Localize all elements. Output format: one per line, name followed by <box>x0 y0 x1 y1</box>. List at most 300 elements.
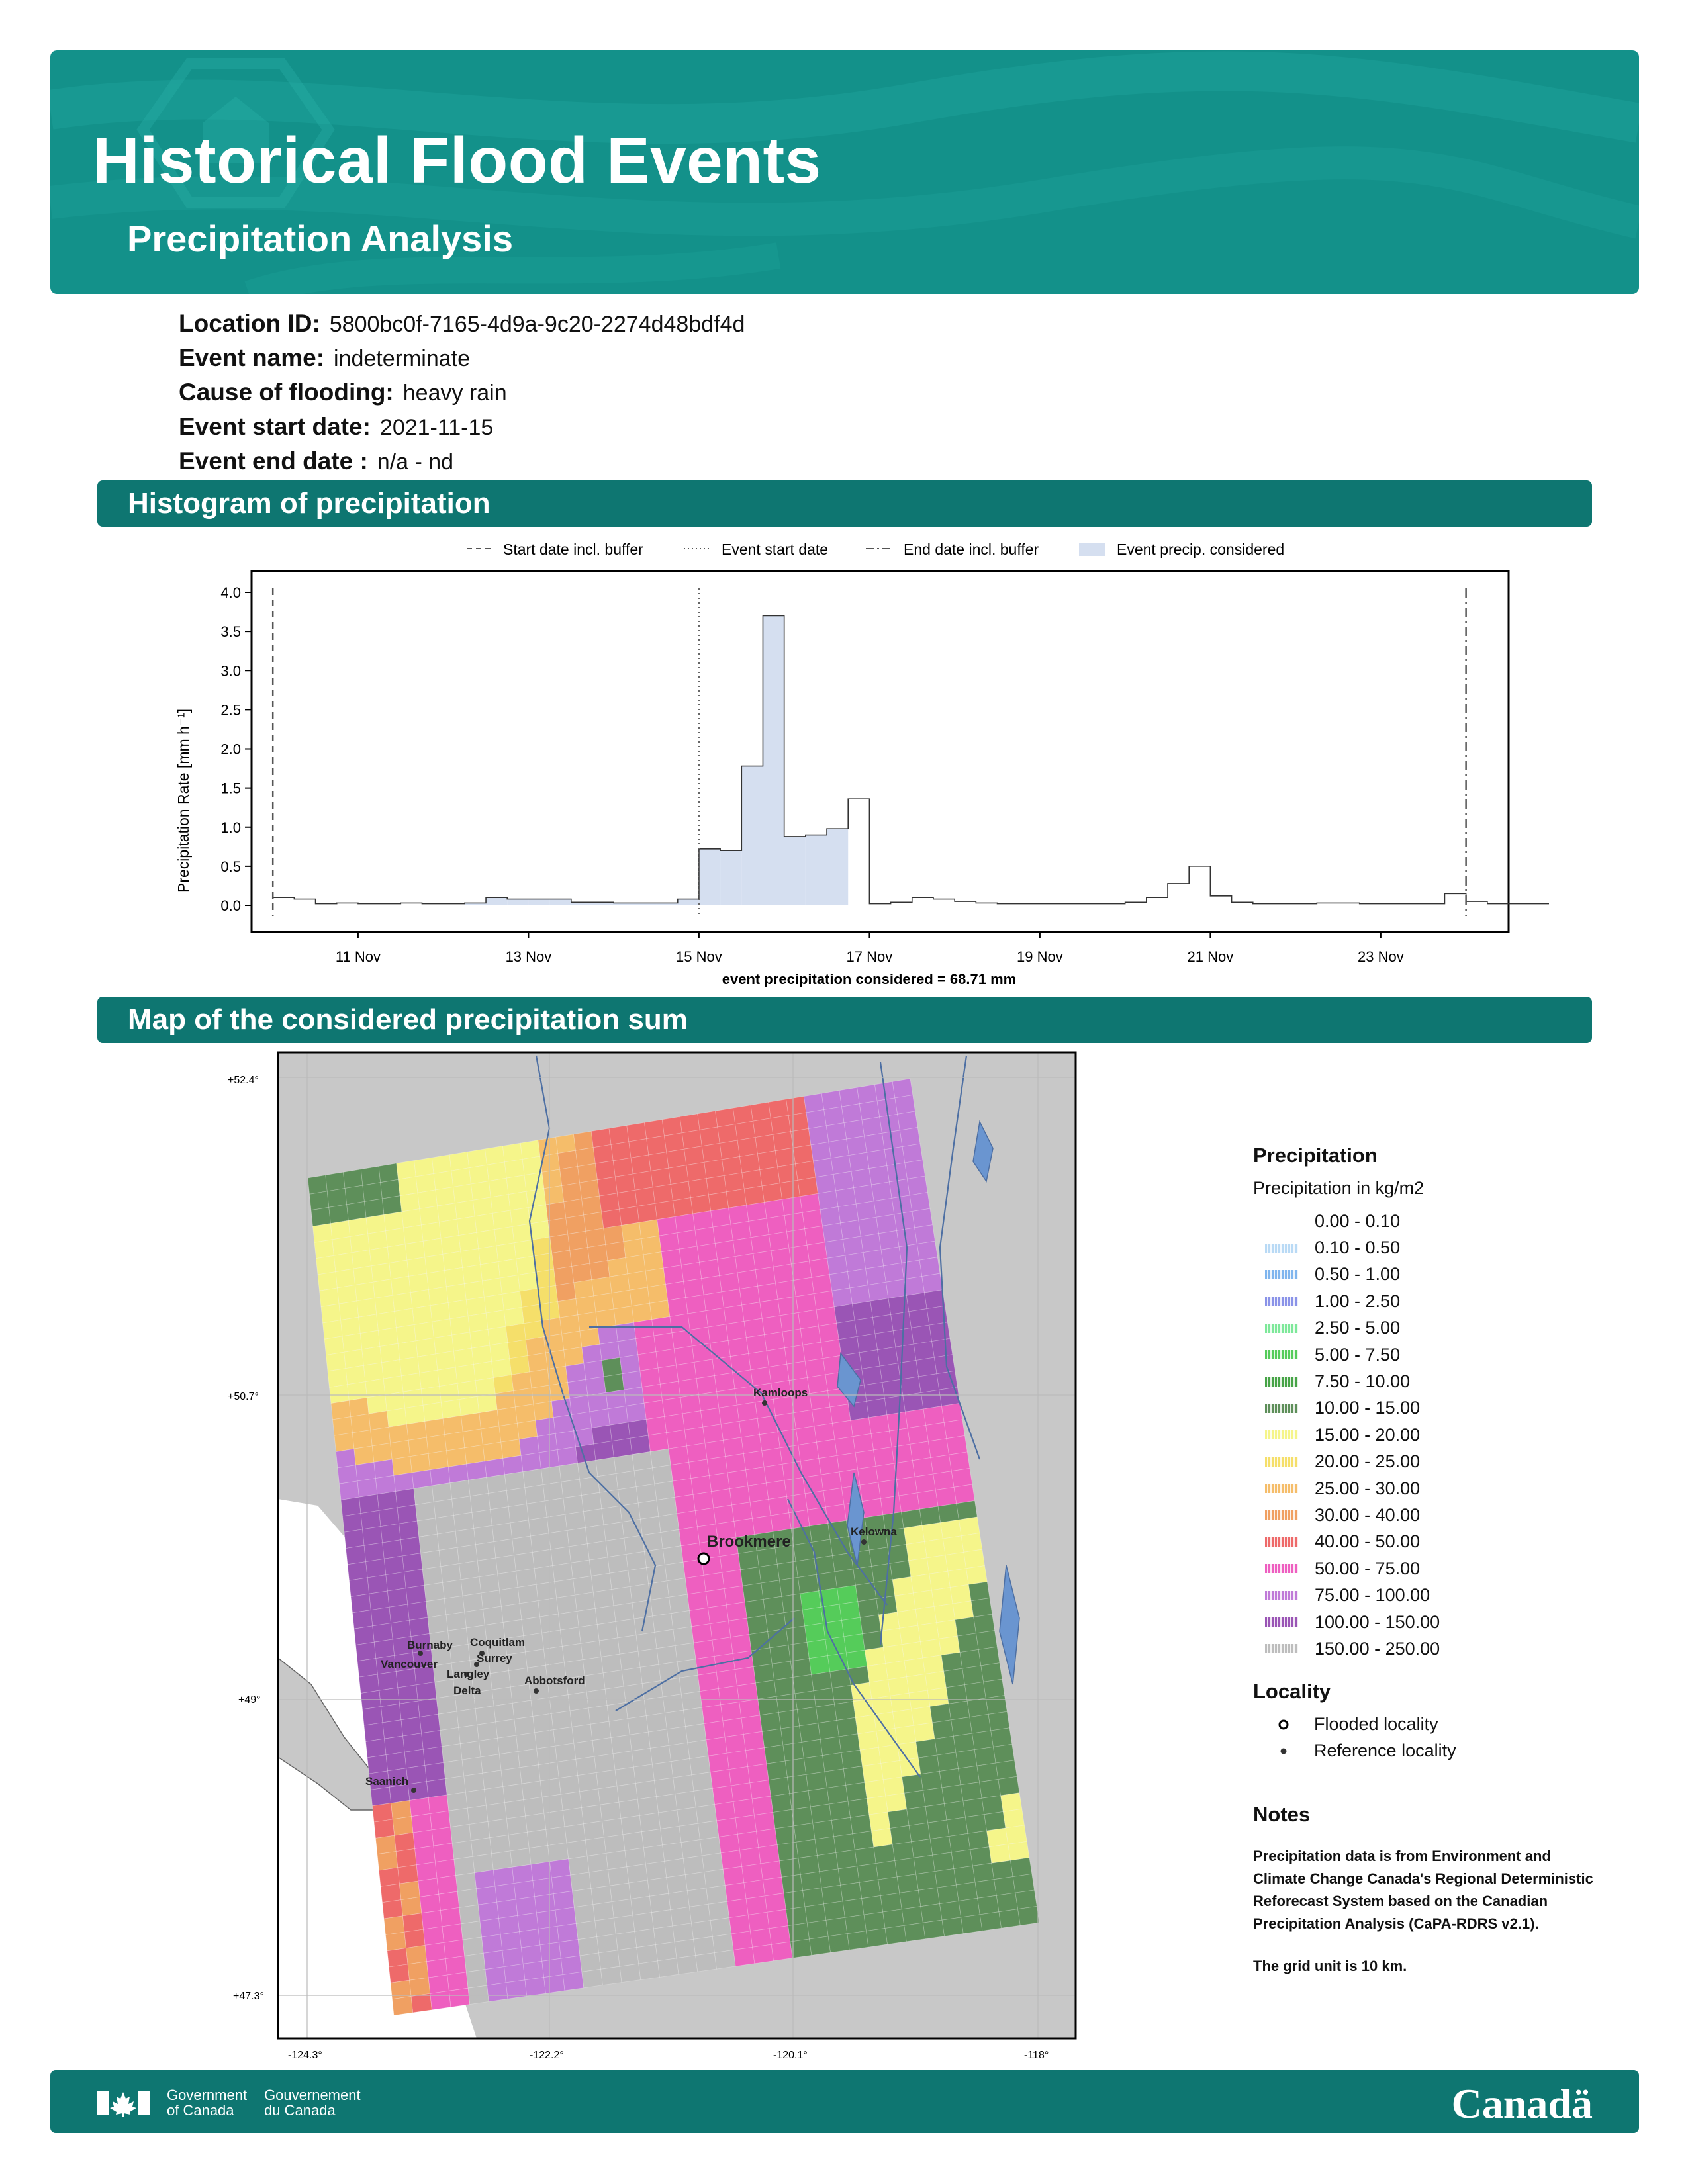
grid-cell <box>557 1595 577 1614</box>
grid-cell <box>688 1740 708 1759</box>
grid-cell <box>729 1618 749 1637</box>
grid-cell <box>484 1294 504 1313</box>
grid-cell <box>724 1305 745 1324</box>
grid-cell <box>465 1281 485 1300</box>
grid-cell <box>582 1344 602 1363</box>
grid-cell <box>461 1921 482 1940</box>
legend-bin <box>1253 1208 1611 1234</box>
grid-cell <box>835 1702 856 1721</box>
grid-cell <box>355 1282 375 1301</box>
grid-cell <box>506 1324 526 1343</box>
grid-cell <box>430 1467 450 1486</box>
grid-cell <box>880 1893 902 1912</box>
grid-cell <box>818 1191 839 1210</box>
grid-cell <box>1013 1874 1034 1893</box>
grid-cell <box>469 1477 489 1496</box>
legend-bin <box>1253 1288 1611 1314</box>
grid-cell <box>530 1221 550 1240</box>
grid-cell <box>440 1907 461 1927</box>
grid-cell <box>486 1310 506 1330</box>
grid-cell <box>406 1766 427 1785</box>
grid-cell <box>884 1263 904 1282</box>
grid-cell <box>367 1755 388 1774</box>
grid-cell <box>854 1185 874 1204</box>
grid-cell <box>595 1918 616 1937</box>
grid-cell <box>894 1461 915 1480</box>
grid-cell <box>725 1883 746 1902</box>
grid-cell <box>841 1882 862 1901</box>
grid-cell <box>946 1685 967 1704</box>
grid-cell <box>333 1417 353 1436</box>
grid-cell <box>775 1148 795 1167</box>
grid-cell <box>525 1978 545 1997</box>
grid-cell <box>557 1759 578 1778</box>
grid-cell <box>805 1226 825 1245</box>
grid-cell <box>927 1688 949 1707</box>
grid-cell <box>403 1913 424 1933</box>
grid-cell <box>377 1492 397 1511</box>
grid-cell <box>690 1195 710 1214</box>
grid-cell <box>466 1790 487 1809</box>
grid-cell <box>825 1769 846 1788</box>
grid-cell <box>471 1181 491 1201</box>
grid-cell <box>344 1529 364 1549</box>
grid-cell <box>595 1161 615 1180</box>
grid-cell <box>496 1555 516 1574</box>
grid-cell <box>718 1124 737 1144</box>
grid-cell <box>695 1508 716 1527</box>
grid-cell <box>782 1329 803 1348</box>
grid-cell <box>576 1296 596 1315</box>
grid-cell <box>849 1666 870 1686</box>
grid-cell <box>646 1713 667 1732</box>
grid-cell <box>391 1980 411 1999</box>
grid-cell <box>902 1642 923 1661</box>
grid-cell <box>908 1426 928 1445</box>
grid-cell <box>537 1746 557 1765</box>
grid-cell <box>627 1122 647 1142</box>
grid-cell <box>565 1512 586 1531</box>
grid-cell <box>375 1295 395 1314</box>
grid-cell <box>450 1316 470 1335</box>
grid-cell <box>686 1724 706 1743</box>
grid-cell <box>556 1283 576 1302</box>
grid-cell <box>681 1840 702 1859</box>
grid-cell <box>514 1240 534 1259</box>
x-tick-label: 23 Nov <box>1358 948 1404 965</box>
grid-cell <box>711 1208 731 1227</box>
grid-cell <box>656 1349 677 1368</box>
grid-cell <box>918 1755 939 1774</box>
lon-label: -122.2° <box>530 2050 564 2061</box>
grid-cell <box>651 1910 673 1929</box>
grid-cell <box>777 1842 798 1861</box>
plot-frame <box>252 571 1509 932</box>
grid-cell <box>640 1368 661 1387</box>
grid-cell <box>571 1872 591 1891</box>
grid-cell <box>729 1205 749 1224</box>
grid-cell <box>912 1839 933 1858</box>
legend-bin-label: 0.10 - 0.50 <box>1315 1238 1401 1258</box>
grid-cell <box>954 1866 975 1885</box>
grid-cell <box>464 1773 485 1792</box>
grid-cell <box>967 1698 988 1717</box>
x-tick-label: 21 Nov <box>1187 948 1234 965</box>
grid-cell <box>630 1435 651 1455</box>
grid-cell <box>405 1241 425 1260</box>
grid-cell <box>706 1308 726 1327</box>
grid-cell <box>340 1481 359 1500</box>
grid-cell <box>519 1437 539 1456</box>
grid-cell <box>895 1095 915 1115</box>
grid-cell <box>1018 1907 1039 1926</box>
grid-cell <box>706 1886 727 1905</box>
grid-cell <box>729 1915 751 1934</box>
reference-locality-marker <box>534 1688 539 1694</box>
grid-cell <box>934 1604 955 1623</box>
legend-bin-label: 0.50 - 1.00 <box>1315 1264 1401 1285</box>
grid-cell <box>611 1735 632 1754</box>
grid-cell <box>800 1723 821 1743</box>
grid-cell <box>531 1533 551 1553</box>
grid-cell <box>522 1781 542 1800</box>
grid-cell <box>715 1240 735 1259</box>
grid-cell <box>590 1721 611 1741</box>
grid-cell <box>466 1297 486 1316</box>
grid-cell <box>888 1677 910 1696</box>
grid-cell <box>449 1988 469 2007</box>
grid-cell <box>727 1751 747 1770</box>
grid-cell <box>750 1500 771 1519</box>
grid-cell <box>570 1248 590 1267</box>
grid-cell <box>436 1696 457 1715</box>
grid-cell <box>721 1702 741 1721</box>
grid-cell <box>760 1167 780 1186</box>
grid-cell <box>582 1492 602 1512</box>
grid-cell <box>612 1899 633 1919</box>
grid-cell <box>902 1907 923 1926</box>
grid-cell <box>593 1902 614 1921</box>
grid-cell <box>336 1449 356 1468</box>
grid-cell <box>506 1980 526 1999</box>
grid-cell <box>910 1193 930 1212</box>
legend-bin-label: 5.00 - 7.50 <box>1315 1344 1401 1365</box>
grid-cell <box>789 1245 810 1264</box>
grid-cell <box>402 1373 422 1392</box>
grid-cell <box>568 1231 588 1250</box>
grid-cell <box>639 1813 660 1832</box>
grid-cell <box>692 1921 713 1940</box>
grid-cell <box>741 1567 761 1586</box>
grid-cell <box>976 1631 998 1650</box>
grid-cell <box>755 1134 775 1154</box>
grid-cell <box>608 1555 628 1574</box>
grid-cell <box>933 1720 954 1739</box>
grid-cell <box>452 1332 472 1351</box>
grid-cell <box>660 1381 680 1400</box>
grid-cell <box>618 1948 639 1967</box>
grid-cell <box>428 1615 448 1634</box>
grid-cell <box>461 1249 481 1268</box>
grid-cell <box>479 1410 499 1429</box>
grid-cell <box>528 1353 547 1372</box>
grid-cell <box>671 1462 691 1481</box>
grid-cell <box>904 1525 924 1545</box>
grid-cell <box>529 1846 549 1865</box>
grid-cell <box>349 1398 369 1417</box>
grid-cell <box>714 1373 735 1392</box>
grid-cell <box>681 1262 701 1281</box>
grid-cell <box>868 1282 888 1301</box>
grid-cell <box>682 1130 702 1149</box>
grid-cell <box>415 1846 436 1865</box>
grid-cell <box>453 1184 473 1203</box>
grid-cell <box>875 1331 896 1350</box>
grid-cell <box>486 1803 506 1822</box>
grid-cell <box>769 1364 790 1383</box>
grid-cell <box>436 1516 455 1535</box>
grid-cell <box>610 1422 630 1441</box>
grid-cell <box>930 1704 951 1723</box>
grid-cell <box>816 1175 836 1194</box>
grid-cell <box>563 1972 584 1991</box>
grid-cell <box>624 1387 645 1406</box>
grid-cell <box>702 1276 722 1295</box>
gov-en <box>167 2087 247 2118</box>
grid-cell <box>635 1780 656 1799</box>
grid-cell <box>585 1525 606 1544</box>
grid-cell <box>684 1279 704 1298</box>
grid-cell <box>800 1872 821 1891</box>
grid-cell <box>810 1258 830 1277</box>
grid-cell <box>914 1723 935 1742</box>
grid-cell <box>544 1334 564 1353</box>
grid-cell <box>712 1786 733 1805</box>
grid-cell <box>614 1915 635 1934</box>
grid-cell <box>551 1875 572 1894</box>
grid-cell <box>396 1848 416 1868</box>
grid-cell <box>363 1527 383 1546</box>
grid-cell <box>733 1799 755 1818</box>
grid-cell <box>442 1744 462 1763</box>
grid-cell <box>645 1120 665 1139</box>
grid-cell <box>629 1880 650 1899</box>
grid-cell <box>475 1213 494 1232</box>
grid-cell <box>428 1451 448 1470</box>
grid-cell <box>397 1505 417 1524</box>
grid-cell <box>633 1764 654 1784</box>
grid-cell <box>518 1913 538 1932</box>
grid-cell <box>746 1896 767 1915</box>
grid-cell <box>851 1169 872 1188</box>
grid-cell <box>762 1316 782 1335</box>
grid-cell <box>553 1563 573 1582</box>
grid-cell <box>674 1346 694 1365</box>
grid-cell <box>620 1964 641 1983</box>
grid-cell <box>598 1177 618 1196</box>
grid-cell <box>708 1901 729 1921</box>
grid-cell <box>383 1376 403 1395</box>
grid-cell <box>391 1800 412 1819</box>
grid-cell <box>485 1146 505 1165</box>
grid-cell <box>671 1907 692 1926</box>
grid-cell <box>812 1672 833 1691</box>
grid-cell <box>545 1498 565 1518</box>
grid-cell <box>691 1475 712 1494</box>
grid-cell <box>379 1868 400 1887</box>
grid-cell <box>455 1200 475 1219</box>
grid-cell <box>487 1983 508 2002</box>
grid-cell <box>791 1128 811 1148</box>
grid-cell <box>439 1219 459 1238</box>
grid-cell <box>487 1162 507 1181</box>
grid-cell <box>522 1156 542 1175</box>
grid-cell <box>872 1563 892 1582</box>
grid-cell <box>400 1193 420 1212</box>
grid-cell <box>927 1555 948 1574</box>
grid-cell <box>373 1623 393 1643</box>
grid-cell <box>765 1893 786 1913</box>
grid-cell <box>733 1105 753 1124</box>
grid-cell <box>855 1847 876 1866</box>
grid-cell <box>987 1828 1008 1847</box>
grid-cell <box>479 1738 500 1757</box>
grid-cell <box>586 1377 606 1396</box>
grid-cell <box>492 1687 512 1706</box>
grid-cell <box>876 1596 898 1615</box>
grid-cell <box>968 1831 989 1850</box>
grid-cell <box>839 1336 859 1355</box>
grid-cell <box>608 1867 629 1886</box>
grid-cell <box>916 1872 937 1891</box>
grid-cell <box>805 1359 825 1378</box>
grid-cell <box>473 1361 493 1381</box>
grid-cell <box>367 1395 387 1414</box>
grid-cell <box>904 1658 925 1677</box>
grid-cell <box>533 1713 553 1733</box>
grid-cell <box>588 1244 608 1263</box>
grid-cell <box>931 1455 951 1474</box>
grid-cell <box>925 1804 947 1823</box>
grid-cell <box>383 1900 403 1919</box>
grid-cell <box>843 1766 865 1786</box>
grid-cell <box>425 1762 445 1782</box>
grid-cell <box>653 1614 673 1633</box>
grid-cell <box>400 1357 420 1376</box>
grid-cell <box>410 1797 430 1817</box>
grid-cell <box>784 1478 805 1497</box>
grid-cell <box>491 1195 510 1214</box>
grid-cell <box>554 1267 574 1286</box>
grid-cell <box>695 1227 715 1246</box>
grid-cell <box>535 1730 555 1749</box>
grid-cell <box>737 1683 758 1702</box>
grid-cell <box>318 1272 338 1291</box>
reference-locality-marker <box>418 1651 423 1656</box>
grid-cell <box>647 1565 667 1584</box>
grid-cell <box>634 1320 654 1339</box>
grid-cell <box>1003 1809 1024 1828</box>
grid-cell <box>917 1241 937 1260</box>
grid-cell <box>765 1199 785 1218</box>
grid-cell <box>555 1907 576 1927</box>
grid-cell <box>345 1185 364 1205</box>
grid-cell <box>540 1614 561 1633</box>
grid-cell <box>653 1926 675 1945</box>
grid-cell <box>490 1343 510 1362</box>
grid-cell <box>692 1343 713 1363</box>
grid-cell <box>538 1598 559 1617</box>
grid-cell <box>757 1548 777 1567</box>
x-tick-label: 13 Nov <box>505 948 552 965</box>
grid-cell <box>957 1501 978 1520</box>
grid-cell <box>505 1800 526 1819</box>
grid-cell <box>359 1494 379 1514</box>
grid-cell <box>512 1224 532 1243</box>
grid-cell <box>505 1472 525 1491</box>
grid-cell <box>813 1821 834 1840</box>
grid-cell <box>869 1812 890 1831</box>
legend-bin-label: 150.00 - 250.00 <box>1315 1638 1440 1659</box>
legend-bin-label: 10.00 - 15.00 <box>1315 1398 1421 1418</box>
info-label: Location ID: <box>179 310 320 337</box>
grid-cell <box>624 1239 643 1258</box>
grid-cell <box>636 1484 657 1503</box>
grid-cell <box>839 1087 859 1107</box>
info-location-id <box>179 303 745 338</box>
grid-cell <box>685 1575 706 1594</box>
grid-cell <box>371 1787 391 1806</box>
grid-cell <box>402 1209 422 1228</box>
grid-cell <box>684 1146 704 1165</box>
grid-cell <box>738 1551 759 1570</box>
grid-cell <box>334 1253 353 1272</box>
grid-cell <box>592 1277 612 1296</box>
grid-cell <box>834 1304 855 1323</box>
grid-cell <box>804 1093 823 1113</box>
grid-cell <box>498 1571 518 1590</box>
grid-cell <box>743 1451 764 1470</box>
grid-cell <box>673 1923 694 1942</box>
chart-legend <box>467 541 1284 558</box>
grid-cell <box>814 1291 835 1310</box>
grid-cell <box>748 1483 769 1502</box>
grid-cell <box>436 1187 455 1206</box>
gov-fr-line: Gouvernement <box>264 2087 361 2103</box>
grid-cell <box>430 1811 451 1830</box>
grid-cell <box>669 1743 690 1762</box>
grid-cell <box>962 1666 984 1685</box>
reference-locality-marker <box>411 1788 416 1793</box>
grid-cell <box>479 1574 500 1593</box>
grid-cell <box>520 1289 540 1308</box>
grid-cell <box>558 1298 578 1318</box>
grid-cell <box>423 1238 443 1257</box>
legend-swatch <box>1265 1484 1298 1493</box>
grid-cell <box>753 1118 773 1138</box>
grid-cell <box>457 1889 478 1908</box>
legend-bin <box>1253 1555 1611 1582</box>
grid-cell <box>408 1437 428 1457</box>
grid-cell <box>331 1400 351 1420</box>
grid-cell <box>686 1162 706 1181</box>
grid-cell <box>984 1812 1006 1831</box>
grid-cell <box>829 1139 849 1158</box>
grid-cell <box>860 1615 881 1634</box>
grid-cell <box>596 1770 617 1789</box>
grid-cell <box>578 1773 598 1792</box>
grid-cell <box>495 1884 516 1903</box>
